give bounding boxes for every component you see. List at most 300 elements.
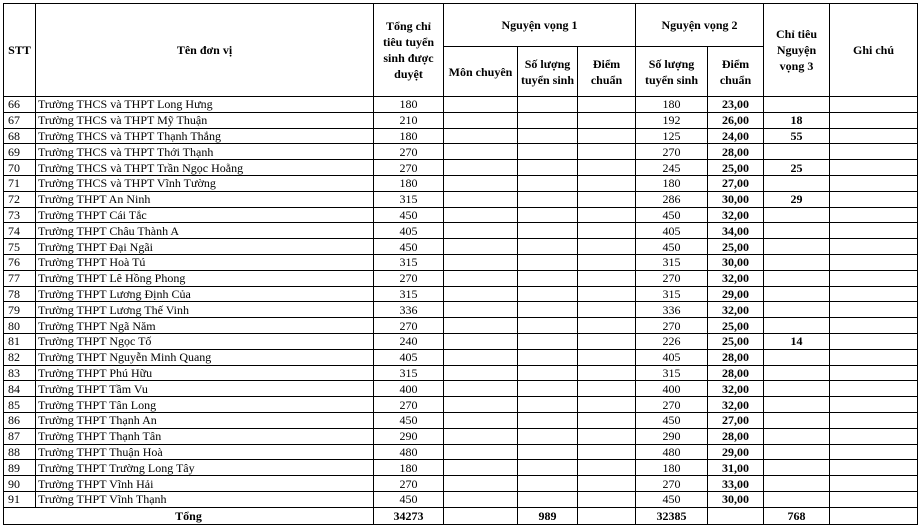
row-ten-don-vi: Trường THPT Phú Hữu xyxy=(36,365,374,381)
row-ghi-chu xyxy=(830,239,918,255)
row-tong-chi-tieu: 180 xyxy=(374,460,444,476)
row-stt: 71 xyxy=(4,175,36,191)
row-chi-tieu-nv3 xyxy=(764,444,830,460)
row-nv1-so-luong xyxy=(518,349,578,365)
row-ten-don-vi: Trường THPT Tân Long xyxy=(36,397,374,413)
row-nv2-diem-chuan: 31,00 xyxy=(708,460,764,476)
row-nv1-diem-chuan xyxy=(578,175,636,191)
row-ten-don-vi: Trường THPT Ngã Năm xyxy=(36,318,374,334)
row-nv2-so-luong: 405 xyxy=(636,223,708,239)
row-nv2-diem-chuan: 26,00 xyxy=(708,112,764,128)
row-tong-chi-tieu: 270 xyxy=(374,397,444,413)
table-row xyxy=(4,491,918,507)
row-stt: 84 xyxy=(4,381,36,397)
row-nv1-mon-chuyen xyxy=(444,349,518,365)
row-chi-tieu-nv3 xyxy=(764,302,830,318)
row-tong-chi-tieu: 180 xyxy=(374,97,444,113)
row-ghi-chu xyxy=(830,97,918,113)
row-nv2-diem-chuan: 34,00 xyxy=(708,223,764,239)
row-nv2-diem-chuan: 32,00 xyxy=(708,207,764,223)
row-nv2-diem-chuan: 30,00 xyxy=(708,191,764,207)
row-nv1-diem-chuan xyxy=(578,239,636,255)
row-nv2-diem-chuan: 29,00 xyxy=(708,286,764,302)
row-nv2-so-luong: 180 xyxy=(636,175,708,191)
header-tong-chi-tieu: Tổng chỉ tiêu tuyển sinh được duyệt xyxy=(374,4,444,97)
row-nv1-so-luong xyxy=(518,160,578,176)
row-stt: 87 xyxy=(4,428,36,444)
row-nv2-so-luong: 405 xyxy=(636,349,708,365)
row-ten-don-vi: Trường THPT Lương Thế Vinh xyxy=(36,302,374,318)
table-row xyxy=(4,286,918,302)
row-tong-chi-tieu: 270 xyxy=(374,476,444,492)
row-stt: 66 xyxy=(4,97,36,113)
row-nv1-mon-chuyen xyxy=(444,333,518,349)
row-tong-chi-tieu: 405 xyxy=(374,223,444,239)
header-nv1-diem-chuan: Điểm chuẩn xyxy=(578,47,636,97)
table-row xyxy=(4,412,918,428)
row-tong-chi-tieu: 315 xyxy=(374,191,444,207)
table-row xyxy=(4,349,918,365)
row-nv2-diem-chuan: 29,00 xyxy=(708,444,764,460)
row-nv1-mon-chuyen xyxy=(444,239,518,255)
row-ghi-chu xyxy=(830,412,918,428)
row-nv1-mon-chuyen xyxy=(444,460,518,476)
row-nv1-diem-chuan xyxy=(578,160,636,176)
row-tong-chi-tieu: 315 xyxy=(374,365,444,381)
row-chi-tieu-nv3 xyxy=(764,491,830,507)
row-ten-don-vi: Trường THPT Thạnh Tân xyxy=(36,428,374,444)
row-tong-chi-tieu: 450 xyxy=(374,412,444,428)
row-chi-tieu-nv3 xyxy=(764,412,830,428)
row-nv1-diem-chuan xyxy=(578,333,636,349)
row-nv1-diem-chuan xyxy=(578,444,636,460)
row-nv1-mon-chuyen xyxy=(444,128,518,144)
row-ten-don-vi: Trường THPT An Ninh xyxy=(36,191,374,207)
row-nv1-diem-chuan xyxy=(578,318,636,334)
row-ghi-chu xyxy=(830,349,918,365)
row-chi-tieu-nv3: 18 xyxy=(764,112,830,128)
row-nv2-so-luong: 450 xyxy=(636,491,708,507)
row-chi-tieu-nv3 xyxy=(764,318,830,334)
row-chi-tieu-nv3 xyxy=(764,97,830,113)
row-nv2-so-luong: 270 xyxy=(636,318,708,334)
row-tong-chi-tieu: 450 xyxy=(374,239,444,255)
row-ghi-chu xyxy=(830,286,918,302)
row-nv2-diem-chuan: 27,00 xyxy=(708,412,764,428)
totals-nv2-diem xyxy=(708,507,764,524)
admissions-table xyxy=(3,3,918,525)
header-nv2-diem-chuan: Điểm chuẩn xyxy=(708,47,764,97)
totals-nv3: 768 xyxy=(764,507,830,524)
totals-nv1-diem xyxy=(578,507,636,524)
row-stt: 91 xyxy=(4,491,36,507)
row-nv1-diem-chuan xyxy=(578,349,636,365)
table-row xyxy=(4,270,918,286)
row-ten-don-vi: Trường THPT Châu Thành A xyxy=(36,223,374,239)
row-stt: 81 xyxy=(4,333,36,349)
table-row xyxy=(4,397,918,413)
totals-label: Tổng xyxy=(4,507,374,524)
row-chi-tieu-nv3 xyxy=(764,365,830,381)
row-ghi-chu xyxy=(830,476,918,492)
row-nv2-diem-chuan: 32,00 xyxy=(708,381,764,397)
row-nv1-so-luong xyxy=(518,97,578,113)
row-nv1-mon-chuyen xyxy=(444,175,518,191)
row-ten-don-vi: Trường THCS và THPT Vĩnh Tường xyxy=(36,175,374,191)
row-nv1-so-luong xyxy=(518,270,578,286)
row-stt: 77 xyxy=(4,270,36,286)
row-tong-chi-tieu: 210 xyxy=(374,112,444,128)
row-nv1-so-luong xyxy=(518,444,578,460)
table-body xyxy=(4,97,918,508)
row-ghi-chu xyxy=(830,175,918,191)
row-nv1-mon-chuyen xyxy=(444,286,518,302)
row-ghi-chu xyxy=(830,223,918,239)
row-chi-tieu-nv3 xyxy=(764,286,830,302)
row-nv2-so-luong: 450 xyxy=(636,207,708,223)
row-ghi-chu xyxy=(830,365,918,381)
table-row xyxy=(4,381,918,397)
row-nv2-diem-chuan: 25,00 xyxy=(708,318,764,334)
row-nv1-so-luong xyxy=(518,302,578,318)
header-chi-tieu-nv3: Chỉ tiêu Nguyện vọng 3 xyxy=(764,4,830,97)
row-nv2-so-luong: 125 xyxy=(636,128,708,144)
row-tong-chi-tieu: 270 xyxy=(374,270,444,286)
row-chi-tieu-nv3 xyxy=(764,144,830,160)
row-tong-chi-tieu: 270 xyxy=(374,160,444,176)
row-nv1-mon-chuyen xyxy=(444,381,518,397)
row-nv1-diem-chuan xyxy=(578,412,636,428)
header-nv1-mon-chuyen: Môn chuyên xyxy=(444,47,518,97)
row-chi-tieu-nv3 xyxy=(764,254,830,270)
table-row xyxy=(4,302,918,318)
row-nv2-so-luong: 336 xyxy=(636,302,708,318)
row-nv2-diem-chuan: 32,00 xyxy=(708,270,764,286)
row-ghi-chu xyxy=(830,207,918,223)
row-nv2-so-luong: 180 xyxy=(636,460,708,476)
row-nv1-mon-chuyen xyxy=(444,223,518,239)
table-row xyxy=(4,160,918,176)
header-nv2-so-luong: Số lượng tuyển sinh xyxy=(636,47,708,97)
totals-nv2-so-luong: 32385 xyxy=(636,507,708,524)
row-ghi-chu xyxy=(830,318,918,334)
table-row xyxy=(4,97,918,113)
header-nguyen-vong-1: Nguyện vọng 1 xyxy=(444,4,636,47)
row-ghi-chu xyxy=(830,302,918,318)
row-nv2-so-luong: 400 xyxy=(636,381,708,397)
row-nv2-so-luong: 270 xyxy=(636,270,708,286)
row-nv2-diem-chuan: 28,00 xyxy=(708,144,764,160)
row-nv1-mon-chuyen xyxy=(444,365,518,381)
row-stt: 85 xyxy=(4,397,36,413)
row-nv1-so-luong xyxy=(518,112,578,128)
table-row xyxy=(4,191,918,207)
table-row xyxy=(4,476,918,492)
row-nv2-diem-chuan: 28,00 xyxy=(708,365,764,381)
row-ten-don-vi: Trường THCS và THPT Thới Thạnh xyxy=(36,144,374,160)
row-nv2-so-luong: 286 xyxy=(636,191,708,207)
row-stt: 69 xyxy=(4,144,36,160)
row-stt: 78 xyxy=(4,286,36,302)
row-stt: 90 xyxy=(4,476,36,492)
row-nv2-so-luong: 270 xyxy=(636,397,708,413)
totals-ghi-chu xyxy=(830,507,918,524)
row-chi-tieu-nv3 xyxy=(764,476,830,492)
row-ghi-chu xyxy=(830,428,918,444)
header-nv1-so-luong: Số lượng tuyển sinh xyxy=(518,47,578,97)
row-chi-tieu-nv3 xyxy=(764,270,830,286)
row-nv1-diem-chuan xyxy=(578,476,636,492)
row-nv1-mon-chuyen xyxy=(444,397,518,413)
row-nv1-diem-chuan xyxy=(578,460,636,476)
row-nv2-so-luong: 192 xyxy=(636,112,708,128)
row-nv1-diem-chuan xyxy=(578,491,636,507)
row-nv2-so-luong: 270 xyxy=(636,476,708,492)
table-row xyxy=(4,175,918,191)
row-tong-chi-tieu: 180 xyxy=(374,128,444,144)
table-row xyxy=(4,128,918,144)
row-nv1-mon-chuyen xyxy=(444,491,518,507)
row-ghi-chu xyxy=(830,160,918,176)
row-ghi-chu xyxy=(830,444,918,460)
row-nv1-mon-chuyen xyxy=(444,428,518,444)
row-nv1-diem-chuan xyxy=(578,428,636,444)
row-chi-tieu-nv3 xyxy=(764,397,830,413)
row-stt: 75 xyxy=(4,239,36,255)
row-tong-chi-tieu: 315 xyxy=(374,254,444,270)
row-nv2-so-luong: 245 xyxy=(636,160,708,176)
row-nv1-diem-chuan xyxy=(578,112,636,128)
header-stt: STT xyxy=(4,4,36,97)
row-nv1-so-luong xyxy=(518,207,578,223)
row-ten-don-vi: Trường THPT Lê Hồng Phong xyxy=(36,270,374,286)
row-ghi-chu xyxy=(830,128,918,144)
row-nv1-mon-chuyen xyxy=(444,444,518,460)
table-row xyxy=(4,333,918,349)
row-stt: 76 xyxy=(4,254,36,270)
table-row xyxy=(4,112,918,128)
row-nv1-so-luong xyxy=(518,239,578,255)
row-nv1-mon-chuyen xyxy=(444,97,518,113)
row-chi-tieu-nv3 xyxy=(764,428,830,444)
row-nv1-mon-chuyen xyxy=(444,412,518,428)
row-nv2-diem-chuan: 25,00 xyxy=(708,160,764,176)
row-nv2-so-luong: 290 xyxy=(636,428,708,444)
row-ten-don-vi: Trường THPT Ngọc Tố xyxy=(36,333,374,349)
row-nv1-mon-chuyen xyxy=(444,144,518,160)
row-nv1-diem-chuan xyxy=(578,365,636,381)
row-chi-tieu-nv3: 14 xyxy=(764,333,830,349)
row-nv1-diem-chuan xyxy=(578,270,636,286)
row-nv1-mon-chuyen xyxy=(444,191,518,207)
row-chi-tieu-nv3 xyxy=(764,223,830,239)
row-nv1-mon-chuyen xyxy=(444,254,518,270)
row-ten-don-vi: Trường THPT Vĩnh Hải xyxy=(36,476,374,492)
row-ten-don-vi: Trường THPT Lương Định Của xyxy=(36,286,374,302)
row-stt: 79 xyxy=(4,302,36,318)
row-nv1-so-luong xyxy=(518,491,578,507)
row-ten-don-vi: Trường THCS và THPT Mỹ Thuận xyxy=(36,112,374,128)
row-nv1-diem-chuan xyxy=(578,397,636,413)
row-tong-chi-tieu: 270 xyxy=(374,144,444,160)
row-nv1-mon-chuyen xyxy=(444,270,518,286)
row-chi-tieu-nv3 xyxy=(764,239,830,255)
row-ghi-chu xyxy=(830,460,918,476)
row-nv2-so-luong: 315 xyxy=(636,365,708,381)
header-ghi-chu: Ghi chú xyxy=(830,4,918,97)
row-ghi-chu xyxy=(830,397,918,413)
row-ten-don-vi: Trường THPT Trường Long Tây xyxy=(36,460,374,476)
table-row xyxy=(4,444,918,460)
row-nv2-diem-chuan: 33,00 xyxy=(708,476,764,492)
row-tong-chi-tieu: 450 xyxy=(374,207,444,223)
row-nv2-diem-chuan: 28,00 xyxy=(708,428,764,444)
row-nv1-so-luong xyxy=(518,175,578,191)
row-nv1-mon-chuyen xyxy=(444,302,518,318)
row-ghi-chu xyxy=(830,191,918,207)
row-tong-chi-tieu: 400 xyxy=(374,381,444,397)
header-nguyen-vong-2: Nguyện vọng 2 xyxy=(636,4,764,47)
table-row xyxy=(4,144,918,160)
row-ghi-chu xyxy=(830,381,918,397)
row-stt: 80 xyxy=(4,318,36,334)
row-chi-tieu-nv3 xyxy=(764,207,830,223)
row-nv1-so-luong xyxy=(518,397,578,413)
row-nv2-so-luong: 180 xyxy=(636,97,708,113)
row-chi-tieu-nv3 xyxy=(764,175,830,191)
row-nv1-diem-chuan xyxy=(578,302,636,318)
row-chi-tieu-nv3: 55 xyxy=(764,128,830,144)
row-stt: 70 xyxy=(4,160,36,176)
totals-row xyxy=(4,507,918,524)
row-ten-don-vi: Trường THPT Tầm Vu xyxy=(36,381,374,397)
row-nv1-diem-chuan xyxy=(578,254,636,270)
row-ten-don-vi: Trường THPT Hoà Tú xyxy=(36,254,374,270)
row-ghi-chu xyxy=(830,270,918,286)
row-nv1-so-luong xyxy=(518,254,578,270)
table-row xyxy=(4,365,918,381)
row-nv1-diem-chuan xyxy=(578,191,636,207)
row-nv1-diem-chuan xyxy=(578,223,636,239)
row-nv1-mon-chuyen xyxy=(444,112,518,128)
row-nv2-so-luong: 226 xyxy=(636,333,708,349)
row-chi-tieu-nv3 xyxy=(764,349,830,365)
row-nv2-diem-chuan: 32,00 xyxy=(708,302,764,318)
row-stt: 73 xyxy=(4,207,36,223)
row-stt: 68 xyxy=(4,128,36,144)
row-ten-don-vi: Trường THPT Thạnh An xyxy=(36,412,374,428)
row-tong-chi-tieu: 180 xyxy=(374,175,444,191)
row-nv2-diem-chuan: 28,00 xyxy=(708,349,764,365)
row-nv1-so-luong xyxy=(518,128,578,144)
table-row xyxy=(4,318,918,334)
row-nv2-diem-chuan: 27,00 xyxy=(708,175,764,191)
table-row xyxy=(4,428,918,444)
row-nv1-so-luong xyxy=(518,191,578,207)
row-nv1-so-luong xyxy=(518,428,578,444)
totals-tong-chi-tieu: 34273 xyxy=(374,507,444,524)
row-tong-chi-tieu: 336 xyxy=(374,302,444,318)
row-nv1-so-luong xyxy=(518,365,578,381)
row-tong-chi-tieu: 450 xyxy=(374,491,444,507)
row-nv2-diem-chuan: 30,00 xyxy=(708,254,764,270)
row-nv2-so-luong: 315 xyxy=(636,286,708,302)
row-chi-tieu-nv3 xyxy=(764,381,830,397)
row-tong-chi-tieu: 405 xyxy=(374,349,444,365)
row-nv1-mon-chuyen xyxy=(444,207,518,223)
row-nv1-diem-chuan xyxy=(578,207,636,223)
row-nv1-so-luong xyxy=(518,318,578,334)
row-ten-don-vi: Trường THPT Vĩnh Thạnh xyxy=(36,491,374,507)
row-nv1-mon-chuyen xyxy=(444,160,518,176)
row-nv2-so-luong: 480 xyxy=(636,444,708,460)
row-nv1-so-luong xyxy=(518,286,578,302)
row-stt: 74 xyxy=(4,223,36,239)
row-nv1-so-luong xyxy=(518,381,578,397)
row-stt: 82 xyxy=(4,349,36,365)
row-nv1-so-luong xyxy=(518,412,578,428)
row-ten-don-vi: Trường THCS và THPT Long Hưng xyxy=(36,97,374,113)
table-row xyxy=(4,239,918,255)
row-ten-don-vi: Trường THPT Đại Ngãi xyxy=(36,239,374,255)
row-ten-don-vi: Trường THCS và THPT Thạnh Thắng xyxy=(36,128,374,144)
row-nv1-diem-chuan xyxy=(578,97,636,113)
row-stt: 88 xyxy=(4,444,36,460)
row-nv2-so-luong: 270 xyxy=(636,144,708,160)
row-nv1-diem-chuan xyxy=(578,144,636,160)
row-ten-don-vi: Trường THPT Thuận Hoà xyxy=(36,444,374,460)
row-tong-chi-tieu: 315 xyxy=(374,286,444,302)
row-ghi-chu xyxy=(830,144,918,160)
row-nv1-diem-chuan xyxy=(578,381,636,397)
row-nv2-diem-chuan: 25,00 xyxy=(708,333,764,349)
row-stt: 67 xyxy=(4,112,36,128)
row-tong-chi-tieu: 240 xyxy=(374,333,444,349)
row-nv1-so-luong xyxy=(518,144,578,160)
row-nv2-diem-chuan: 23,00 xyxy=(708,97,764,113)
row-ghi-chu xyxy=(830,112,918,128)
row-chi-tieu-nv3: 25 xyxy=(764,160,830,176)
row-nv2-diem-chuan: 32,00 xyxy=(708,397,764,413)
table-row xyxy=(4,254,918,270)
row-nv2-diem-chuan: 30,00 xyxy=(708,491,764,507)
totals-nv1-so-luong: 989 xyxy=(518,507,578,524)
row-stt: 83 xyxy=(4,365,36,381)
table-row xyxy=(4,207,918,223)
row-nv2-so-luong: 450 xyxy=(636,239,708,255)
row-nv1-so-luong xyxy=(518,223,578,239)
table-row xyxy=(4,460,918,476)
row-nv1-mon-chuyen xyxy=(444,318,518,334)
row-chi-tieu-nv3: 29 xyxy=(764,191,830,207)
row-stt: 72 xyxy=(4,191,36,207)
row-ghi-chu xyxy=(830,333,918,349)
row-nv1-so-luong xyxy=(518,460,578,476)
row-ten-don-vi: Trường THPT Nguyễn Minh Quang xyxy=(36,349,374,365)
row-nv2-so-luong: 315 xyxy=(636,254,708,270)
row-stt: 89 xyxy=(4,460,36,476)
row-nv2-diem-chuan: 24,00 xyxy=(708,128,764,144)
row-nv1-diem-chuan xyxy=(578,286,636,302)
row-tong-chi-tieu: 480 xyxy=(374,444,444,460)
row-nv2-so-luong: 450 xyxy=(636,412,708,428)
header-ten-don-vi: Tên đơn vị xyxy=(36,4,374,97)
row-ten-don-vi: Trường THPT Cái Tắc xyxy=(36,207,374,223)
row-chi-tieu-nv3 xyxy=(764,460,830,476)
row-ghi-chu xyxy=(830,491,918,507)
row-ghi-chu xyxy=(830,254,918,270)
row-nv1-diem-chuan xyxy=(578,128,636,144)
